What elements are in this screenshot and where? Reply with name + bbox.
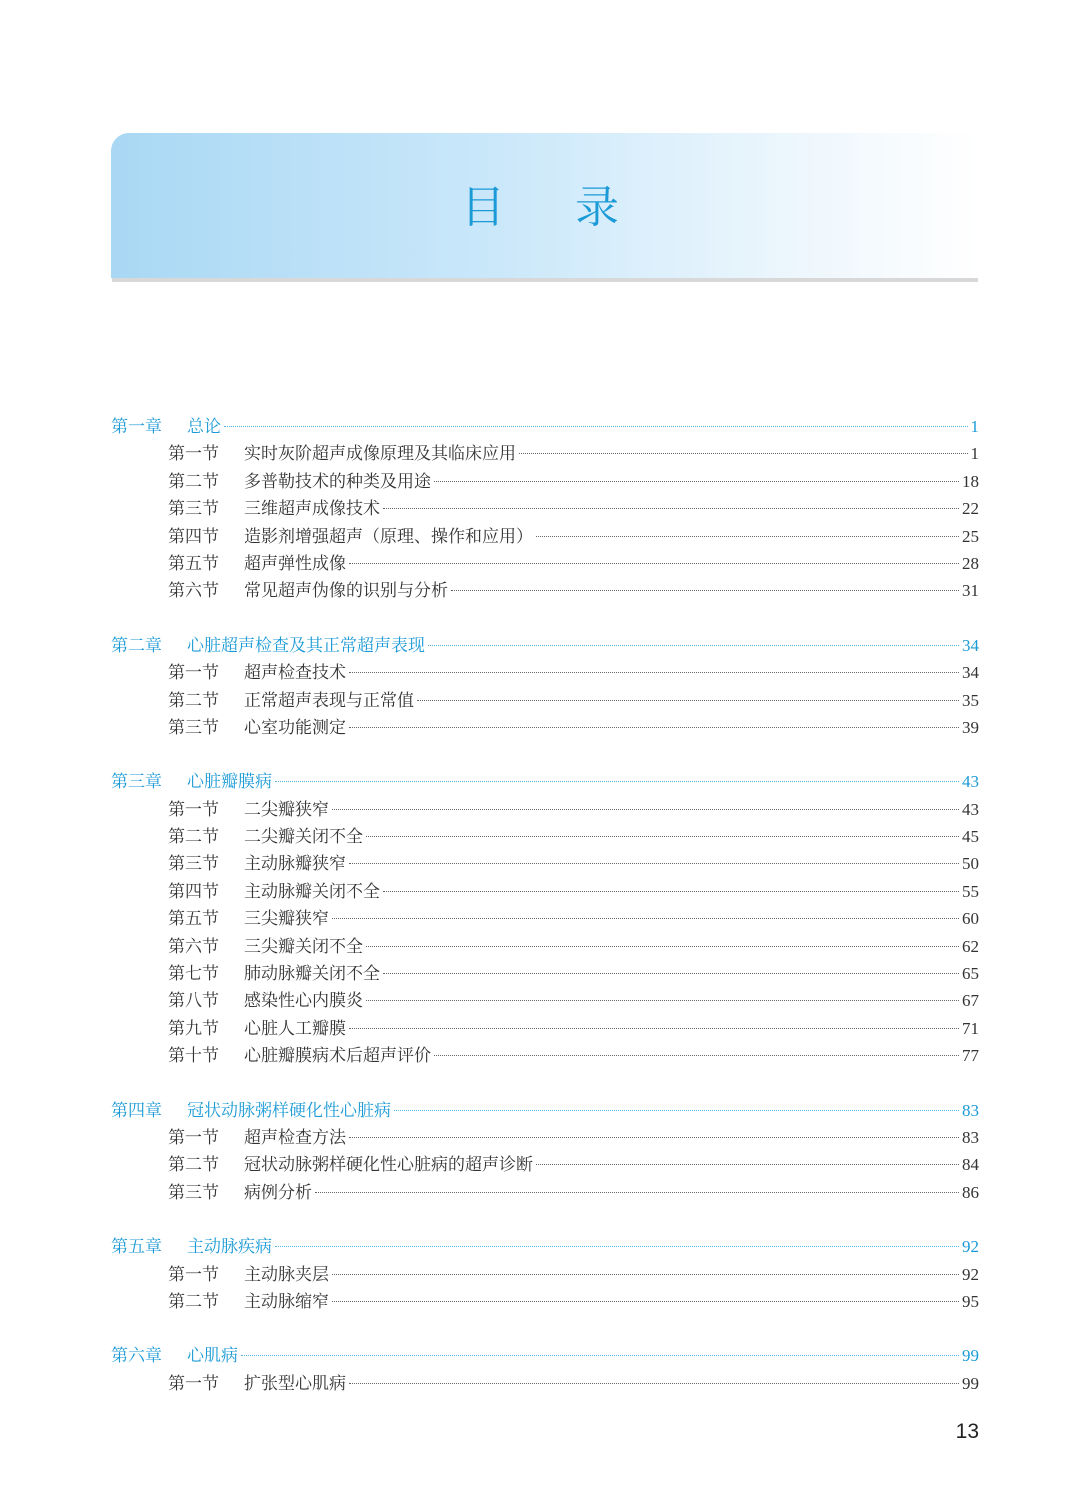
dot-leader <box>349 563 959 564</box>
toc-section-entry[interactable] <box>111 1124 979 1151</box>
section-number: 第四节 <box>168 881 219 902</box>
section-number: 第三节 <box>168 499 219 520</box>
chapter-title: 心肌病 <box>187 1346 238 1367</box>
dot-leader <box>434 481 959 482</box>
chapter-page: 43 <box>962 772 979 792</box>
dot-leader <box>349 1028 959 1029</box>
section-page: 18 <box>962 471 979 491</box>
section-title: 心脏瓣膜病术后超声评价 <box>244 1046 431 1067</box>
dot-leader <box>383 891 959 892</box>
section-number: 第一节 <box>168 1264 219 1285</box>
dot-leader <box>366 946 959 947</box>
section-page: 65 <box>962 964 979 984</box>
dot-leader <box>383 973 959 974</box>
chapter-number: 第四章 <box>111 1100 162 1121</box>
section-page: 83 <box>962 1127 979 1147</box>
section-title: 正常超声表现与正常值 <box>244 690 414 711</box>
toc-section-entry[interactable] <box>111 440 979 467</box>
dot-leader <box>275 1246 959 1247</box>
chapter-page: 34 <box>962 635 979 655</box>
toc-chapter <box>111 1342 979 1397</box>
section-number: 第一节 <box>168 1127 219 1148</box>
section-number: 第一节 <box>168 799 219 820</box>
toc-chapter-entry[interactable] <box>111 1097 979 1124</box>
dot-leader <box>349 672 959 673</box>
toc-chapter <box>111 632 979 742</box>
section-title: 超声检查方法 <box>244 1127 346 1148</box>
section-title: 心脏人工瓣膜 <box>244 1018 346 1039</box>
chapter-number: 第一章 <box>111 417 162 437</box>
section-number: 第三节 <box>168 854 219 875</box>
dot-leader <box>224 426 968 427</box>
section-page: 95 <box>962 1291 979 1311</box>
section-number: 第一节 <box>168 444 219 465</box>
dot-leader <box>241 1355 959 1356</box>
section-title: 多普勒技术的种类及用途 <box>244 471 431 492</box>
section-page: 50 <box>962 854 979 874</box>
section-title: 三尖瓣狭窄 <box>244 909 329 930</box>
section-number: 第一节 <box>168 663 219 684</box>
toc-section-entry[interactable] <box>111 987 979 1014</box>
section-page: 45 <box>962 827 979 847</box>
page-title <box>0 178 1080 238</box>
toc-chapter-entry[interactable] <box>111 1342 979 1369</box>
toc-chapter-entry[interactable] <box>111 1233 979 1260</box>
section-number: 第八节 <box>168 991 219 1012</box>
section-page: 92 <box>962 1264 979 1284</box>
section-number: 第十节 <box>168 1046 219 1067</box>
section-title: 肺动脉瓣关闭不全 <box>244 964 380 985</box>
section-number: 第二节 <box>168 690 219 711</box>
section-title: 感染性心内膜炎 <box>244 991 363 1012</box>
chapter-number: 第六章 <box>111 1346 162 1367</box>
chapter-title: 心脏瓣膜病 <box>187 772 272 793</box>
section-page: 22 <box>962 499 979 519</box>
chapter-number: 第三章 <box>111 772 162 793</box>
section-page: 39 <box>962 717 979 737</box>
dot-leader <box>519 453 968 454</box>
toc-section-entry[interactable] <box>111 905 979 932</box>
section-page: 71 <box>962 1018 979 1038</box>
dot-leader <box>349 1383 959 1384</box>
section-page: 34 <box>962 663 979 683</box>
chapter-title: 总论 <box>187 417 221 437</box>
dot-leader <box>451 590 959 591</box>
section-page: 1 <box>970 444 979 464</box>
section-title: 常见超声伪像的识别与分析 <box>244 581 448 602</box>
toc-section-entry[interactable] <box>111 495 979 522</box>
section-title: 超声弹性成像 <box>244 553 346 574</box>
toc-section-entry[interactable] <box>111 796 979 823</box>
dot-leader <box>383 508 959 509</box>
toc-chapter <box>111 768 979 1069</box>
title-char-1: 目 <box>461 182 505 233</box>
chapter-title: 心脏超声检查及其正常超声表现 <box>187 635 425 656</box>
section-number: 第四节 <box>168 526 219 547</box>
section-page: 86 <box>962 1182 979 1202</box>
section-number: 第二节 <box>168 827 219 848</box>
section-page: 84 <box>962 1155 979 1175</box>
section-title: 冠状动脉粥样硬化性心脏病的超声诊断 <box>244 1155 533 1176</box>
toc-section-entry[interactable] <box>111 1042 979 1069</box>
toc-section-entry[interactable] <box>111 687 979 714</box>
section-title: 主动脉瓣狭窄 <box>244 854 346 875</box>
dot-leader <box>275 781 959 782</box>
section-number: 第二节 <box>168 1155 219 1176</box>
chapter-title: 冠状动脉粥样硬化性心脏病 <box>187 1100 391 1121</box>
chapter-page: 92 <box>962 1237 979 1257</box>
dot-leader <box>349 1137 959 1138</box>
dot-leader <box>417 700 959 701</box>
section-title: 二尖瓣关闭不全 <box>244 827 363 848</box>
dot-leader <box>349 863 959 864</box>
toc-chapter-entry[interactable] <box>111 768 979 795</box>
toc-section-entry[interactable] <box>111 1179 979 1206</box>
dot-leader <box>536 536 959 537</box>
chapter-page: 99 <box>962 1346 979 1366</box>
section-number: 第五节 <box>168 909 219 930</box>
section-title: 三尖瓣关闭不全 <box>244 936 363 957</box>
section-number: 第三节 <box>168 1182 219 1203</box>
toc-chapter <box>111 413 979 605</box>
section-number: 第七节 <box>168 964 219 985</box>
chapter-title: 主动脉疾病 <box>187 1237 272 1258</box>
toc-section-entry[interactable] <box>111 878 979 905</box>
section-number: 第二节 <box>168 471 219 492</box>
dot-leader <box>434 1055 959 1056</box>
section-page: 55 <box>962 881 979 901</box>
section-page: 31 <box>962 581 979 601</box>
section-page: 35 <box>962 690 979 710</box>
section-number: 第一节 <box>168 1373 219 1394</box>
section-title: 造影剂增强超声（原理、操作和应用） <box>244 526 533 547</box>
dot-leader <box>428 645 959 646</box>
dot-leader <box>394 1110 959 1111</box>
section-page: 43 <box>962 799 979 819</box>
section-title: 实时灰阶超声成像原理及其临床应用 <box>244 444 516 465</box>
toc-section-entry[interactable] <box>111 523 979 550</box>
dot-leader <box>315 1192 959 1193</box>
toc-section-entry[interactable] <box>111 1015 979 1042</box>
section-title: 扩张型心肌病 <box>244 1373 346 1394</box>
section-title: 心室功能测定 <box>244 717 346 738</box>
toc-section-entry[interactable] <box>111 1151 979 1178</box>
toc-section-entry[interactable] <box>111 468 979 495</box>
page-number: 13 <box>955 1420 979 1443</box>
toc-section-entry[interactable] <box>111 550 979 577</box>
section-number: 第六节 <box>168 581 219 602</box>
section-title: 超声检查技术 <box>244 663 346 684</box>
toc-chapter-entry[interactable] <box>111 413 979 440</box>
toc-section-entry[interactable] <box>111 850 979 877</box>
dot-leader <box>332 1301 959 1302</box>
toc-section-entry[interactable] <box>111 659 979 686</box>
toc-section-entry[interactable] <box>111 823 979 850</box>
section-title: 三维超声成像技术 <box>244 499 380 520</box>
toc-section-entry[interactable] <box>111 960 979 987</box>
table-of-contents <box>111 413 979 1424</box>
section-page: 60 <box>962 909 979 929</box>
toc-chapter <box>111 1097 979 1207</box>
section-title: 二尖瓣狭窄 <box>244 799 329 820</box>
section-title: 主动脉缩窄 <box>244 1291 329 1312</box>
toc-section-entry[interactable] <box>111 933 979 960</box>
title-char-2: 录 <box>575 182 619 233</box>
toc-section-entry[interactable] <box>111 1261 979 1288</box>
dot-leader <box>366 836 959 837</box>
section-title: 主动脉瓣关闭不全 <box>244 881 380 902</box>
dot-leader <box>332 809 959 810</box>
dot-leader <box>349 727 959 728</box>
section-title: 病例分析 <box>244 1182 312 1203</box>
section-page: 25 <box>962 526 979 546</box>
toc-chapter <box>111 1233 979 1315</box>
section-number: 第六节 <box>168 936 219 957</box>
dot-leader <box>366 1000 959 1001</box>
section-title: 主动脉夹层 <box>244 1264 329 1285</box>
dot-leader <box>332 918 959 919</box>
toc-chapter-entry[interactable] <box>111 632 979 659</box>
section-page: 77 <box>962 1046 979 1066</box>
section-page: 28 <box>962 553 979 573</box>
toc-section-entry[interactable] <box>111 1370 979 1397</box>
section-page: 99 <box>962 1373 979 1393</box>
dot-leader <box>536 1164 959 1165</box>
section-page: 67 <box>962 991 979 1011</box>
chapter-number: 第二章 <box>111 635 162 656</box>
section-number: 第二节 <box>168 1291 219 1312</box>
toc-section-entry[interactable] <box>111 714 979 741</box>
section-number: 第三节 <box>168 717 219 738</box>
chapter-page: 1 <box>970 417 979 436</box>
toc-section-entry[interactable] <box>111 1288 979 1315</box>
dot-leader <box>332 1274 959 1275</box>
section-page: 62 <box>962 936 979 956</box>
chapter-page: 83 <box>962 1100 979 1120</box>
section-number: 第五节 <box>168 553 219 574</box>
chapter-number: 第五章 <box>111 1237 162 1258</box>
section-number: 第九节 <box>168 1018 219 1039</box>
toc-section-entry[interactable] <box>111 577 979 604</box>
